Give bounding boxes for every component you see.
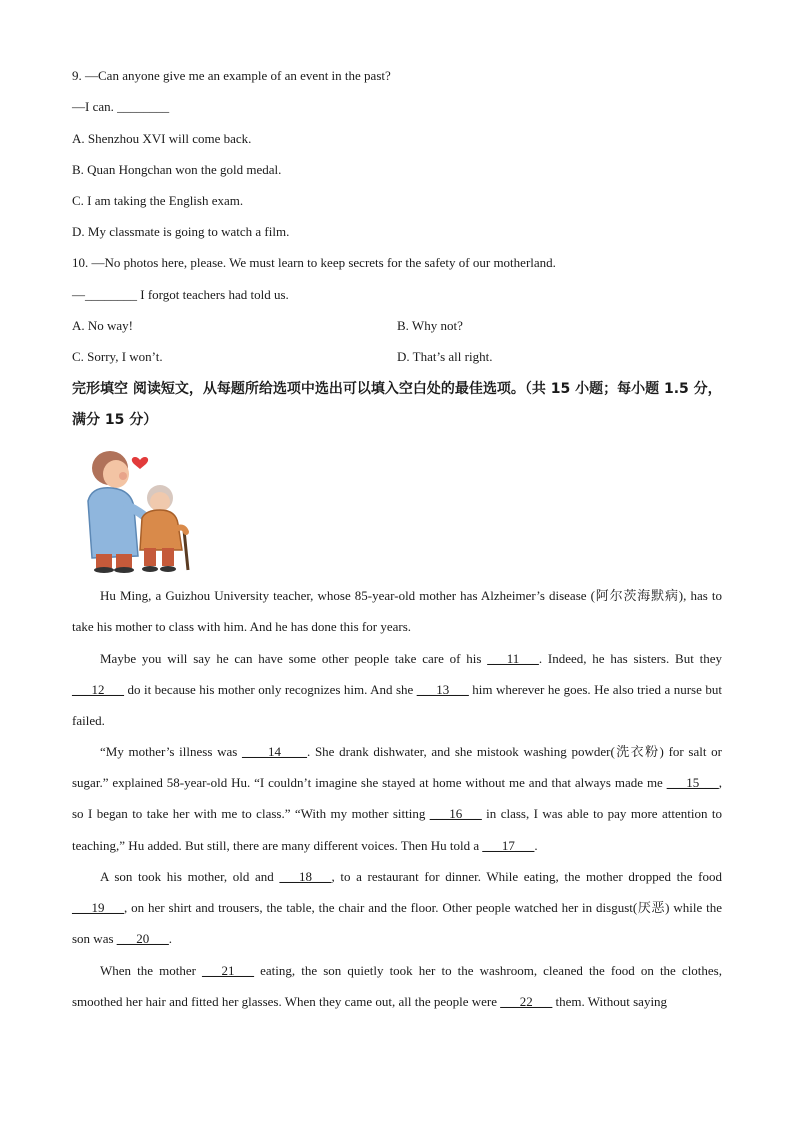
paragraph-text: When the mother	[100, 963, 203, 978]
paragraph-1-text: Hu Ming, a Guizhou University teacher, whose 85-year-old mother has Alzheimer’s disease (阿尔茨海默病), has to take his mother to class with him. And he has done this for years.	[72, 588, 722, 635]
q9-stem: 9. —Can anyone give me an example of an event in the past?	[72, 68, 391, 83]
paragraph-text: .	[168, 931, 173, 947]
paragraph-text: , to a restaurant for dinner. While eating, the mother dropped the food	[331, 869, 723, 884]
paragraph-text: .	[534, 837, 538, 853]
q10-reply: —________ I forgot teachers had told us.	[72, 287, 289, 302]
paragraph-text: do it because his mother only recognizes him. And she	[124, 682, 417, 698]
paragraph-text: Maybe you will say he can have some other people take care of his	[100, 651, 488, 666]
q10-option-b: B. Why not?	[397, 318, 463, 333]
q9-option-c: C. I am taking the English exam.	[72, 193, 244, 208]
paragraph-text: in class, I was able to pay more attention to teaching,” Hu added. But still, there are many different voices. Then Hu told a	[72, 806, 722, 853]
q10-option-a: A. No way!	[72, 318, 134, 333]
q9-option-a: A. Shenzhou XVI will come back.	[72, 131, 252, 146]
paragraph-text: him wherever he goes. He also tried a nurse but failed.	[72, 682, 722, 729]
blank-13: ___13___	[416, 682, 469, 698]
q10-option-d: D. That’s all right.	[397, 349, 493, 364]
paragraph-text: , on her shirt and trousers, the table, the chair and the floor. Other people watched her in disgust(厌恶) while the son was	[72, 900, 722, 947]
blank-18: ___18___	[279, 869, 332, 884]
blank-21: ___21___	[202, 963, 255, 978]
passage-paragraph-5	[72, 955, 722, 1017]
blank-19: ___19___	[72, 900, 124, 916]
blank-12: ___12___	[72, 682, 124, 698]
q9-option-d: D. My classmate is going to watch a film.	[72, 224, 290, 239]
paragraph-text: , so I began to take her with me to class.” “With my mother sitting	[72, 775, 722, 822]
q10-option-c: C. Sorry, I won’t.	[72, 349, 163, 364]
passage-paragraph-2	[72, 643, 722, 737]
paragraph-text: them. Without saying	[552, 994, 668, 1010]
blank-20: ___20___	[116, 931, 169, 947]
passage-paragraph-3	[72, 736, 722, 861]
q10-stem: 10. —No photos here, please. We must learn to keep secrets for the safety of our motherland.	[72, 255, 556, 270]
passage-paragraph-1	[72, 580, 722, 642]
paragraph-text: . Indeed, he has sisters. But they	[538, 651, 722, 666]
blank-17: ___17___	[482, 837, 535, 853]
blank-16: ___16___	[429, 806, 482, 822]
elderly-couple-illustration	[78, 446, 196, 574]
paragraph-text: eating, the son quietly took her to the washroom, cleaned the food on the clothes, smoothed her hair and fitted her glasses. When they came out, all the people were	[72, 963, 722, 1010]
blank-22: ___22___	[500, 994, 553, 1010]
paragraph-text: . She drank dishwater, and she mistook washing powder(洗衣粉) for salt or sugar.” explained 58-year-old Hu. “I couldn’t imagine she stayed at home without me and that always made me	[72, 744, 722, 791]
blank-15: ___15___	[666, 775, 719, 791]
q9-reply: —I can. ________	[72, 99, 170, 114]
blank-14: ____14____	[242, 744, 308, 759]
q9-option-b: B. Quan Hongchan won the gold medal.	[72, 162, 282, 177]
blank-11: ___11___	[487, 651, 539, 666]
paragraph-text: “My mother’s illness was	[100, 744, 243, 759]
section-heading: 完形填空 阅读短文，从每题所给选项中选出可以填入空白处的最佳选项。（共 15 小题；每小题 1.5 分，满分 15 分）	[72, 381, 722, 428]
paragraph-text: A son took his mother, old and	[100, 869, 280, 884]
passage-paragraph-4	[72, 861, 722, 955]
